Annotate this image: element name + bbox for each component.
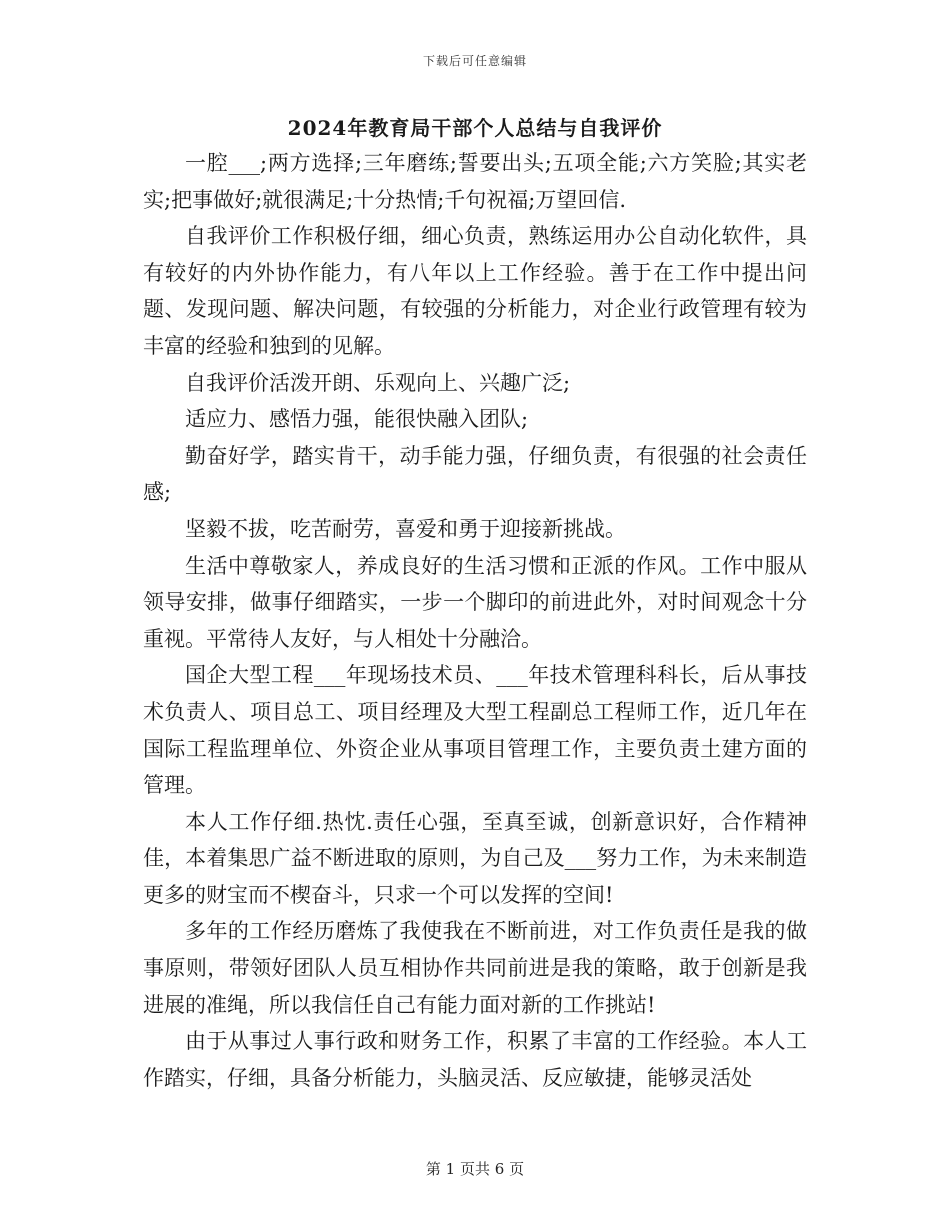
paragraph: 由于从事过人事行政和财务工作，积累了丰富的工作经验。本人工作踏实，仔细，具备分析能力，头脑灵活、反应敏捷，能够灵活处: [143, 1029, 807, 1090]
paragraph: 勤奋好学，踏实肯干，动手能力强，仔细负责，有很强的社会责任感;: [143, 443, 807, 505]
paragraph: 适应力、感悟力强，能很快融入团队;: [185, 407, 529, 432]
document-title: 2024年教育局干部个人总结与自我评价: [287, 116, 663, 140]
paragraph: 多年的工作经历磨炼了我使我在不断前进，对工作负责任是我的做事原则，带领好团队人员互相协作共同前进是我的策略，敢于创新是我进展的准绳，所以我信任自己有能力面对新的工作挑站!: [143, 919, 807, 1017]
paragraph: 本人工作仔细.热忱.责任心强，至真至诚，创新意识好，合作精神佳，本着集思广益不断进取的原则，为自己及___努力工作，为未来制造更多的财宝而不楔奋斗，只求一个可以发挥的空间!: [143, 809, 807, 907]
paragraph: 坚毅不拔，吃苦耐劳，喜爱和勇于迎接新挑战。: [185, 516, 626, 541]
document-body: [143, 145, 807, 1096]
paragraph: 自我评价活泼开朗、乐观向上、兴趣广泛;: [185, 370, 571, 395]
paragraph: 生活中尊敬家人，养成良好的生活习惯和正派的作风。工作中服从领导安排，做事仔细踏实，一步一个脚印的前进此外，对时间观念十分重视。平常待人友好，与人相处十分融洽。: [143, 553, 807, 651]
paragraph: 一腔___;两方选择;三年磨练;誓要出头;五项全能;六方笑脸;其实老实;把事做好;就很满足;十分热情;千句祝福;万望回信.: [143, 151, 807, 212]
paragraph: 国企大型工程___年现场技术员、___年技术管理科科长，后从事技术负责人、项目总工、项目经理及大型工程副总工程师工作，近几年在国际工程监理单位、外资企业从事项目管理工作，主要负责土建方面的管理。: [143, 663, 807, 798]
page-number: 第 1 页共 6 页: [425, 1160, 525, 1178]
page-header-note: 下载后可任意编辑: [422, 54, 527, 68]
paragraph: 自我评价工作积极仔细，细心负责，熟练运用办公自动化软件，具有较好的内外协作能力，有八年以上工作经验。善于在工作中提出问题、发现问题、解决问题，有较强的分析能力，对企业行政管理有较为丰富的经验和独到的见解。: [143, 224, 807, 358]
